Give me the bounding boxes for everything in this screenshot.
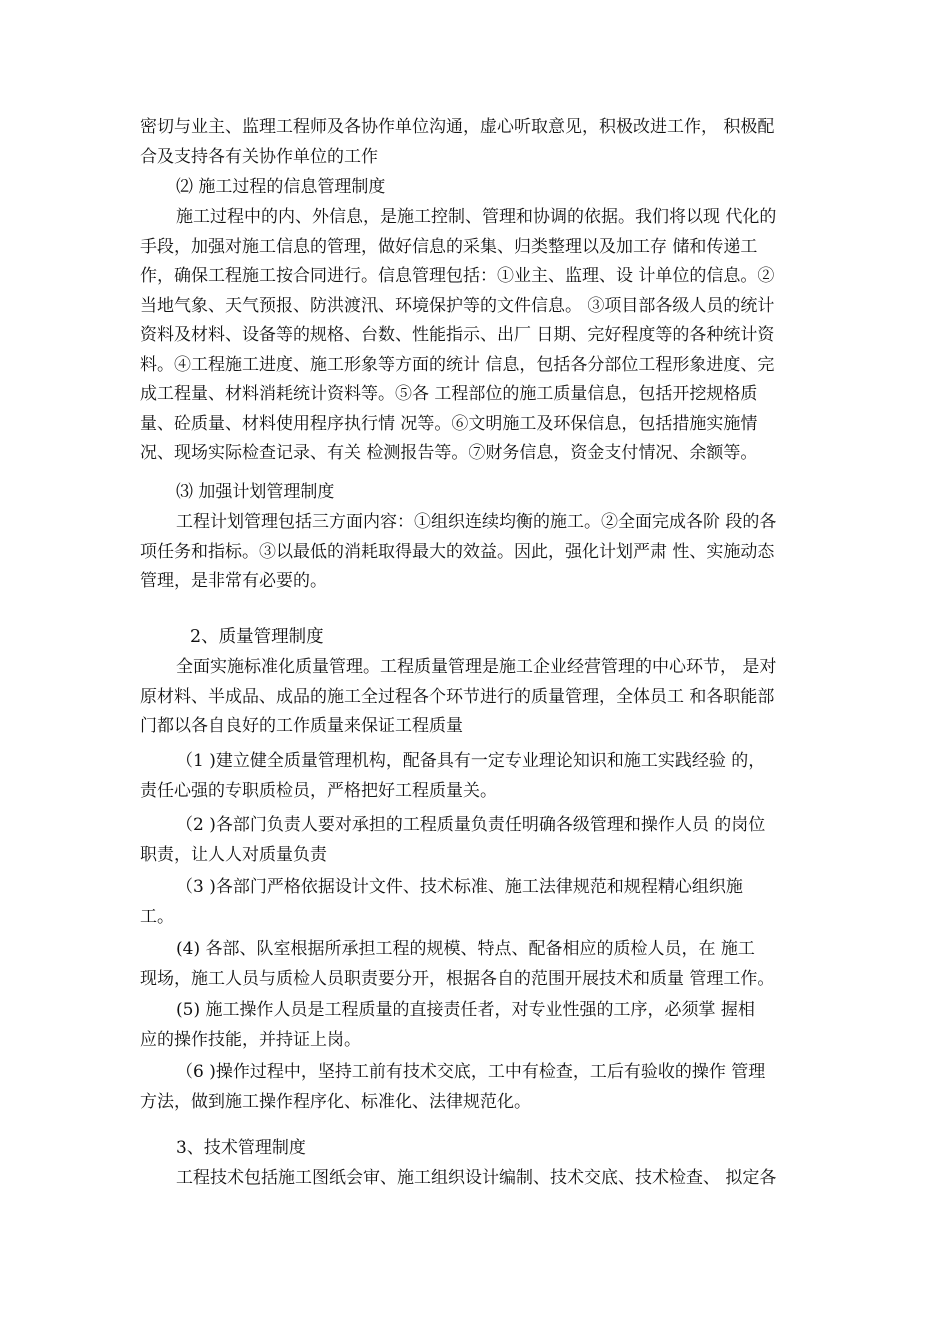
heading-text: ⑶ 加强计划管理制度 bbox=[176, 482, 335, 502]
text-line: 管理，是非常有必要的。 bbox=[140, 571, 327, 591]
text-line: 方法，做到施工操作程序化、标准化、法律规范化。 bbox=[140, 1091, 531, 1112]
text-line: 作，确保工程施工按合同进行。信息管理包括：①业主、监理、设 计单位的信息。② bbox=[140, 266, 775, 286]
section-heading-quality-management bbox=[190, 623, 950, 653]
section-heading-technical-management bbox=[176, 1134, 950, 1164]
heading-text: ⑵ 施工过程的信息管理制度 bbox=[176, 177, 386, 197]
text-line: 当地气象、天气预报、防洪渡汛、环境保护等的文件信息。 ③项目部各级人员的统计 bbox=[140, 295, 775, 316]
text-line: 成工程量、材料消耗统计资料等。⑤各 工程部位的施工质量信息，包括开挖规格质 bbox=[140, 384, 758, 404]
heading-text: 2、质量管理制度 bbox=[190, 627, 324, 647]
text-line: 工程计划管理包括三方面内容：①组织连续均衡的施工。②全面完成各阶 段的各 bbox=[176, 512, 777, 532]
text-line: (4) 各部、队室根据所承担工程的规模、特点、配备相应的质检人员，在 施工 bbox=[176, 939, 755, 959]
text-line: 原材料、半成品、成品的施工全过程各个环节进行的质量管理，全体员工 和各职能部 bbox=[140, 686, 775, 707]
text-line: （1 )建立健全质量管理机构，配备具有一定专业理论知识和施工实践经验 的， bbox=[176, 751, 766, 771]
text-line: （3 )各部门严格依据设计文件、技术标准、施工法律规范和规程精心组织施 bbox=[176, 877, 743, 897]
text-line: (5) 施工操作人员是工程质量的直接责任者，对专业性强的工序，必须掌 握相 bbox=[176, 1000, 755, 1020]
paragraph-technical-management bbox=[140, 1164, 950, 1194]
paragraph-quality-management bbox=[140, 653, 950, 742]
text-line: （2 )各部门负责人要对承担的工程质量负责任明确各级管理和操作人员 的岗位 bbox=[176, 815, 766, 835]
text-line: 全面实施标准化质量管理。工程质量管理是施工企业经营管理的中心环节， 是对 bbox=[176, 657, 777, 677]
text-line: 职责，让人人对质量负责 bbox=[140, 844, 327, 865]
intro-paragraph-tail bbox=[140, 113, 950, 172]
text-line: 应的操作技能，并持证上岗。 bbox=[140, 1029, 361, 1050]
section-heading-plan-management bbox=[176, 478, 950, 508]
text-line: 工。 bbox=[140, 906, 174, 927]
list-item-quality-5 bbox=[140, 996, 950, 1055]
text-line: 现场，施工人员与质检人员职责要分开，根据各自的范围开展技术和质量 管理工作。 bbox=[140, 968, 775, 989]
list-item-quality-2 bbox=[140, 811, 950, 870]
list-item-quality-4 bbox=[140, 935, 950, 994]
list-item-quality-3 bbox=[140, 873, 950, 932]
text-line: 合及支持各有关协作单位的工作 bbox=[140, 146, 378, 167]
list-item-quality-6 bbox=[140, 1058, 950, 1117]
text-line: 量、砼质量、材料使用程序执行情 况等。⑥文明施工及环保信息，包括措施实施情 bbox=[140, 413, 758, 434]
text-line: 工程技术包括施工图纸会审、施工组织设计编制、技术交底、技术检查、 拟定各 bbox=[176, 1168, 777, 1188]
section-heading-info-management bbox=[176, 173, 950, 203]
text-line: 料。④工程施工进度、施工形象等方面的统计 信息，包括各分部位工程形象进度、完 bbox=[140, 354, 775, 375]
text-line: 手段，加强对施工信息的管理，做好信息的采集、归类整理以及加工存 储和传递工 bbox=[140, 236, 758, 257]
paragraph-info-management bbox=[140, 203, 950, 469]
list-item-quality-1 bbox=[140, 747, 950, 806]
text-line: 门都以各自良好的工作质量来保证工程质量 bbox=[140, 716, 463, 736]
text-line: 项任务和指标。③以最低的消耗取得最大的效益。因此，强化计划严肃 性、实施动态 bbox=[140, 541, 775, 562]
text-line: （6 )操作过程中，坚持工前有技术交底，工中有检查，工后有验收的操作 管理 bbox=[176, 1062, 766, 1082]
text-line: 施工过程中的内、外信息，是施工控制、管理和协调的依据。我们将以现 代化的 bbox=[176, 207, 777, 227]
text-line: 况、现场实际检查记录、有关 检测报告等。⑦财务信息，资金支付情况、余额等。 bbox=[140, 443, 758, 463]
text-line: 资料及材料、设备等的规格、台数、性能指示、出厂 日期、完好程度等的各种统计资 bbox=[140, 325, 775, 345]
text-line: 责任心强的专职质检员，严格把好工程质量关。 bbox=[140, 780, 497, 801]
paragraph-plan-management bbox=[140, 508, 950, 597]
text-line: 密切与业主、监理工程师及各协作单位沟通，虚心听取意见，积极改进工作， 积极配 bbox=[140, 117, 775, 137]
heading-text: 3、技术管理制度 bbox=[176, 1138, 306, 1158]
